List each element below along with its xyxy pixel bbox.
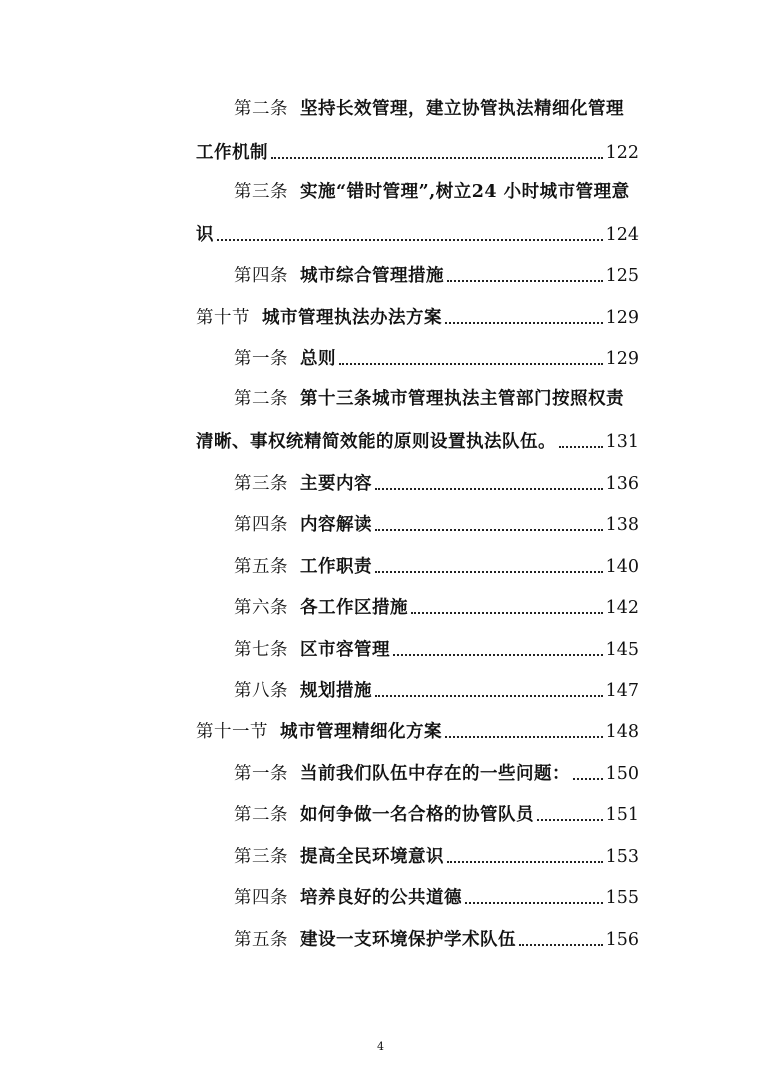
toc-entry-title: 城市管理执法办法方案	[262, 308, 442, 328]
dot-leader	[445, 736, 603, 738]
toc-section-entry[interactable]	[196, 304, 639, 330]
dot-leader	[447, 861, 603, 863]
toc-entry[interactable]	[234, 553, 639, 579]
dot-leader	[375, 529, 603, 531]
dot-leader	[537, 819, 603, 821]
toc-section-entry[interactable]	[196, 718, 639, 744]
toc-entry-label: 第二条	[234, 389, 288, 409]
toc-entry-label: 第三条	[234, 474, 288, 494]
toc-entry-title-continued: 识	[196, 225, 214, 245]
toc-entry-title: 内容解读	[300, 515, 372, 535]
toc-entry-label: 第三条	[234, 182, 288, 202]
dot-leader	[271, 157, 603, 159]
toc-page-number: 148	[605, 722, 639, 742]
toc-entry-title: 坚持长效管理，建立协管执法精细化管理	[300, 99, 624, 119]
toc-page-number: 145	[605, 640, 639, 660]
toc-entry[interactable]	[234, 470, 639, 496]
dot-leader	[465, 902, 603, 904]
toc-page-number: 140	[605, 557, 639, 577]
toc-entry[interactable]	[234, 801, 639, 827]
dot-leader	[393, 654, 603, 656]
toc-entry-label: 第六条	[234, 598, 288, 618]
toc-entry-label: 第十节	[196, 308, 250, 328]
toc-entry-label: 第四条	[234, 888, 288, 908]
toc-entry-label: 第二条	[234, 805, 288, 825]
toc-page-number: 150	[605, 764, 639, 784]
dot-leader	[339, 363, 603, 365]
toc-page-number: 153	[605, 847, 639, 867]
toc-entry[interactable]	[234, 926, 639, 952]
toc-entry-title: 规划措施	[300, 681, 372, 701]
toc-entry-title: 如何争做一名合格的协管队员	[300, 805, 534, 825]
toc-entry-label: 第十一节	[196, 722, 268, 742]
toc-entry-title: 第十三条城市管理执法主管部门按照权责	[300, 389, 624, 409]
toc-page-number: 125	[605, 266, 639, 286]
toc-page-number: 129	[605, 308, 639, 328]
toc-page-number: 131	[605, 432, 639, 452]
toc-page-number: 151	[605, 805, 639, 825]
toc-entry-title-continued: 工作机制	[196, 143, 268, 163]
toc-entry-label: 第四条	[234, 266, 288, 286]
toc-entry[interactable]	[234, 345, 639, 371]
toc-entry-label: 第一条	[234, 764, 288, 784]
toc-entry-label: 第四条	[234, 515, 288, 535]
toc-entry-line-first[interactable]	[234, 387, 639, 413]
toc-entry-label: 第一条	[234, 349, 288, 369]
toc-page-number: 124	[605, 225, 639, 245]
toc-entry[interactable]	[234, 843, 639, 869]
page-footer-number: 4	[377, 1040, 384, 1053]
toc-entry-label: 第三条	[234, 847, 288, 867]
dot-leader	[445, 322, 603, 324]
dot-leader	[375, 488, 603, 490]
toc-entry[interactable]	[234, 677, 639, 703]
toc-page-number: 155	[605, 888, 639, 908]
toc-entry[interactable]	[234, 594, 639, 620]
toc-entry[interactable]	[234, 262, 639, 288]
dot-leader	[375, 571, 603, 573]
toc-entry-line-first[interactable]	[234, 97, 639, 123]
toc-entry-title: 工作职责	[300, 557, 372, 577]
toc-entry[interactable]	[234, 760, 639, 786]
toc-page-number: 147	[605, 681, 639, 701]
toc-entry-line-continuation[interactable]	[196, 221, 639, 247]
toc-entry-label: 第五条	[234, 930, 288, 950]
toc-entry-label: 第五条	[234, 557, 288, 577]
toc-entry-title: 培养良好的公共道德	[300, 888, 462, 908]
toc-page-number: 129	[605, 349, 639, 369]
toc-entry-label: 第二条	[234, 99, 288, 119]
toc-entry-label: 第七条	[234, 640, 288, 660]
toc-entry-title: 区市容管理	[300, 640, 390, 660]
dot-leader	[519, 944, 603, 946]
toc-entry-title: 实施“错时管理”,树立24 小时城市管理意	[300, 182, 630, 202]
toc-entry-label: 第八条	[234, 681, 288, 701]
dot-leader	[447, 280, 603, 282]
dot-leader	[411, 612, 603, 614]
toc-page-number: 156	[605, 930, 639, 950]
toc-entry-title: 当前我们队伍中存在的一些问题：	[300, 764, 570, 784]
toc-page-number: 142	[605, 598, 639, 618]
toc-entry-title: 提高全民环境意识	[300, 847, 444, 867]
dot-leader	[217, 239, 603, 241]
toc-entry[interactable]	[234, 884, 639, 910]
toc-entry[interactable]	[234, 636, 639, 662]
toc-entry-title: 城市管理精细化方案	[280, 722, 442, 742]
toc-entry-title: 总则	[300, 349, 336, 369]
toc-page-number: 138	[605, 515, 639, 535]
toc-page-number: 122	[605, 143, 639, 163]
toc-entry-title: 建设一支环境保护学术队伍	[300, 930, 516, 950]
dot-leader	[573, 778, 603, 780]
dot-leader	[559, 446, 603, 448]
toc-entry-line-first[interactable]	[234, 180, 639, 206]
toc-entry-title: 各工作区措施	[300, 598, 408, 618]
toc-page-number: 136	[605, 474, 639, 494]
dot-leader	[375, 695, 603, 697]
toc-entry-line-continuation[interactable]	[196, 139, 639, 165]
toc-entry-line-continuation[interactable]	[196, 428, 639, 454]
toc-entry-title: 主要内容	[300, 474, 372, 494]
toc-entry[interactable]	[234, 511, 639, 537]
toc-entry-title-continued: 清晰、事权统精简效能的原则设置执法队伍。	[196, 432, 556, 452]
toc-entry-title: 城市综合管理措施	[300, 266, 444, 286]
